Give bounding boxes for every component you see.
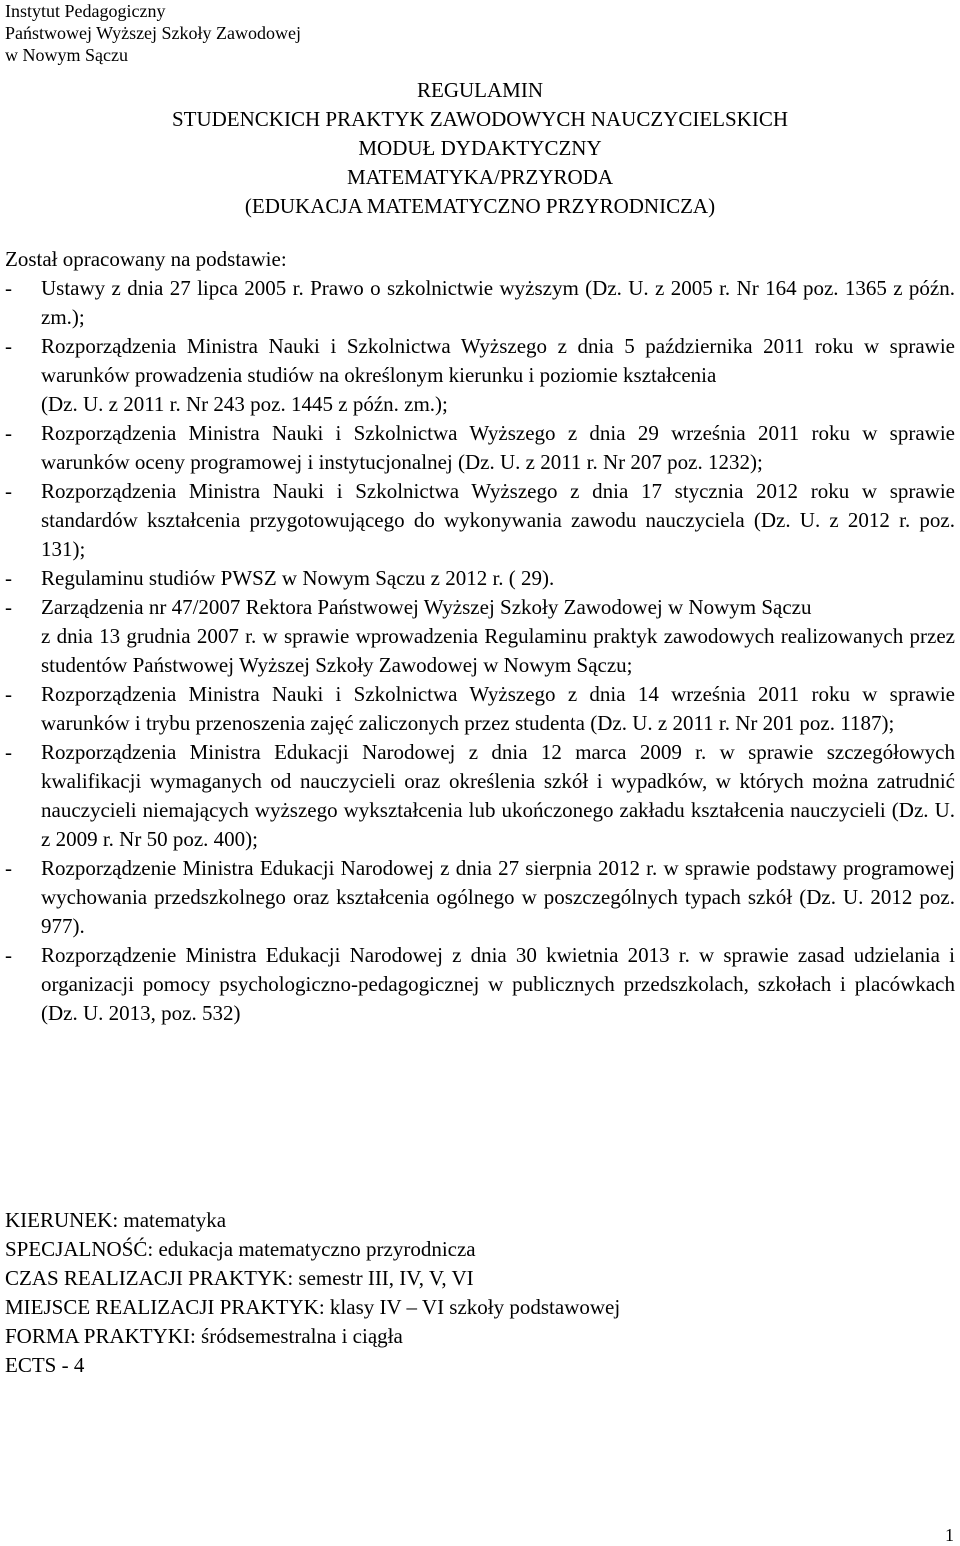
title-line-1: REGULAMIN [417, 78, 543, 102]
page-number: 1 [945, 1525, 954, 1545]
list-dash: - [5, 740, 12, 764]
list-item [5, 738, 955, 854]
specialization: SPECJALNOŚĆ: edukacja matematyczno przyrodnicza [5, 1237, 476, 1261]
legal-basis-heading: Został opracowany na podstawie: [5, 247, 287, 271]
list-dash: - [5, 276, 12, 300]
list-item-text-continuation: z dnia 13 grudnia 2007 r. w sprawie wprowadzenia Regulaminu praktyk zawodowych realizowanych przez studentów Państwowej Wyższej Szkoły Zawodowej w Nowym Sączu; [41, 624, 955, 677]
title-line-5: (EDUKACJA MATEMATYCZNO PRZYRODNICZA) [244, 194, 716, 218]
list-item-text: Zarządzenia nr 47/2007 Rektora Państwowej Wyższej Szkoły Zawodowej w Nowym Sączu [41, 595, 812, 619]
list-item [5, 680, 955, 738]
list-item [5, 593, 955, 680]
field-of-study: KIERUNEK: matematyka [5, 1208, 227, 1232]
title-line-3: MODUŁ DYDAKTYCZNY [358, 136, 602, 160]
list-item-text: Rozporządzenie Ministra Edukacji Narodowej z dnia 30 kwietnia 2013 r. w sprawie zasad udzielania i organizacji pomocy psychologiczno-pedagogicznej w publicznych przedszkolach, szkołach i placówkach (Dz. U. 2013, poz. 532) [41, 943, 955, 1025]
list-dash: - [5, 421, 12, 445]
ects-credits: ECTS - 4 [5, 1353, 85, 1377]
list-item [5, 854, 955, 941]
list-item-text: Ustawy z dnia 27 lipca 2005 r. Prawo o szkolnictwie wyższym (Dz. U. z 2005 r. Nr 164 poz. 1365 z późn. zm.); [41, 276, 955, 329]
header-line-3: w Nowym Sączu [5, 45, 128, 65]
list-item-text: Rozporządzenie Ministra Edukacji Narodowej z dnia 27 sierpnia 2012 r. w sprawie podstawy programowej wychowania przedszkolnego oraz kształcenia ogólnego w poszczególnych typach szkół (Dz. U. 2012 poz. 977). [41, 856, 955, 938]
list-item [5, 477, 955, 564]
list-dash: - [5, 856, 12, 880]
title-line-2: STUDENCKICH PRAKTYK ZAWODOWYCH NAUCZYCIELSKICH [171, 107, 789, 131]
list-item [5, 332, 955, 419]
list-dash: - [5, 595, 12, 619]
list-dash: - [5, 682, 12, 706]
list-item-text: Rozporządzenia Ministra Nauki i Szkolnictwa Wyższego z dnia 5 października 2011 roku w sprawie warunków prowadzenia studiów na określonym kierunku i poziomie kształcenia [41, 334, 955, 387]
institution-header [5, 0, 301, 66]
list-dash: - [5, 479, 12, 503]
practice-form: FORMA PRAKTYKI: śródsemestralna i ciągła [5, 1324, 403, 1348]
list-item-text: Rozporządzenia Ministra Nauki i Szkolnictwa Wyższego z dnia 29 września 2011 roku w sprawie warunków oceny programowej i instytucjonalnej (Dz. U. z 2011 r. Nr 207 poz. 1232); [41, 421, 955, 474]
practice-place: MIEJSCE REALIZACJI PRAKTYK: klasy IV – VI szkoły podstawowej [5, 1295, 621, 1319]
practice-info-section [5, 1206, 955, 1380]
list-item [5, 941, 955, 1028]
list-item [5, 419, 955, 477]
list-item-text: Rozporządzenia Ministra Nauki i Szkolnictwa Wyższego z dnia 14 września 2011 roku w sprawie warunków i trybu przenoszenia zajęć zaliczonych przez studenta (Dz. U. z 2011 r. Nr 201 poz. 1187); [41, 682, 955, 735]
practice-time: CZAS REALIZACJI PRAKTYK: semestr III, IV, V, VI [5, 1266, 474, 1290]
list-dash: - [5, 334, 12, 358]
header-line-2: Państwowej Wyższej Szkoły Zawodowej [5, 23, 302, 43]
list-dash: - [5, 566, 12, 590]
document-title [0, 76, 960, 221]
list-item-text-continuation: (Dz. U. z 2011 r. Nr 243 poz. 1445 z późn. zm.); [41, 392, 448, 416]
list-item [5, 274, 955, 332]
list-item-text: Rozporządzenia Ministra Edukacji Narodowej z dnia 12 marca 2009 r. w sprawie szczegółowych kwalifikacji wymaganych od nauczycieli oraz określenia szkół i wypadków, w których można zatrudnić nauczycieli niemających wyższego wykształcenia lub ukończonego zakładu kształcenia nauczycieli (Dz. U. z 2009 r. Nr 50 poz. 400); [41, 740, 955, 851]
title-line-4: MATEMATYKA/PRZYRODA [346, 165, 614, 189]
list-dash: - [5, 943, 12, 967]
legal-basis-section [5, 245, 955, 1028]
list-item-text: Regulaminu studiów PWSZ w Nowym Sączu z 2012 r. ( 29). [41, 566, 555, 590]
header-line-1: Instytut Pedagogiczny [5, 1, 166, 21]
legal-basis-list [5, 274, 955, 1028]
list-item [5, 564, 955, 593]
list-item-text: Rozporządzenia Ministra Nauki i Szkolnictwa Wyższego z dnia 17 stycznia 2012 roku w sprawie standardów kształcenia przygotowującego do wykonywania zawodu nauczyciela (Dz. U. z 2012 r. poz. 131); [41, 479, 955, 561]
